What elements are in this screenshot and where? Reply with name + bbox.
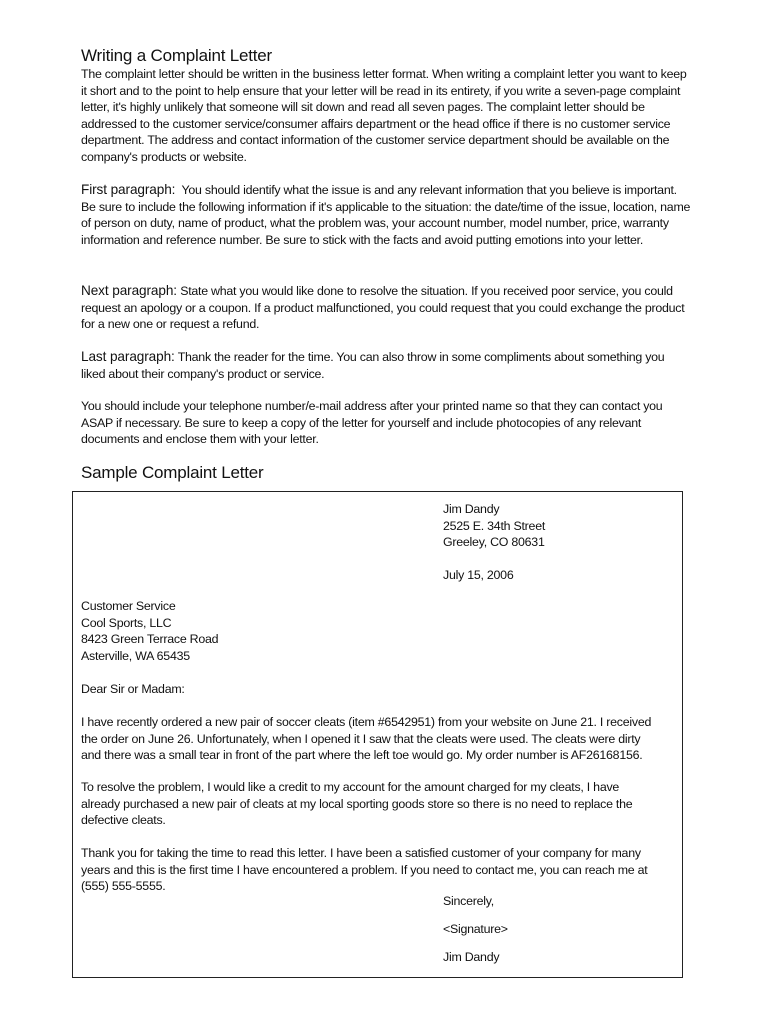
sample-title: Sample Complaint Letter	[81, 463, 264, 482]
signed-name: Jim Dandy	[443, 950, 500, 964]
body-line: the order on June 26. Unfortunately, when I opened it I saw that the cleats were used. The cleats were dirty	[81, 731, 641, 746]
last-paragraph-text: Thank the reader for the time. You can also throw in some compliments about something you liked about their company's product or service.	[81, 350, 665, 381]
next-paragraph-text: State what you would like done to resolve the situation. If you received poor service, you could request an apology or a coupon. If a product malfunctioned, you could request that you could exchange the product for a new one or request a refund.	[81, 284, 685, 332]
body-line: defective cleats.	[81, 813, 166, 828]
guide-title: Writing a Complaint Letter	[81, 46, 273, 65]
recipient-address	[81, 598, 218, 664]
body-line: and there was a small tear in front of the part where the left toe would go. My order number is AF26168156.	[81, 748, 643, 763]
letter-date: July 15, 2006	[443, 568, 514, 582]
salutation: Dear Sir or Madam:	[81, 682, 185, 696]
next-paragraph-label: Next paragraph:	[81, 283, 177, 298]
sender-name: Jim Dandy	[443, 502, 500, 516]
body-line: years and this is the first time I have encountered a problem. If you need to contact me, you can reach me at	[81, 862, 648, 877]
last-paragraph-label: Last paragraph:	[81, 349, 175, 364]
recipient-city: Asterville, WA 65435	[81, 648, 190, 663]
body-line: (555) 555-5555.	[81, 879, 166, 894]
sender-address	[443, 501, 545, 551]
sender-city: Greeley, CO 80631	[443, 535, 545, 550]
first-paragraph-text: You should identify what the issue is and any relevant information that you believe is important. Be sure to include the following information if it's applicable to the situation: the date/time of the issue, location, name of person on duty, name of product, what the problem was, your account number, model number, price, warranty information and reference number. Be sure to stick with the facts and avoid putting emotions into your letter.	[81, 183, 691, 247]
body-line: already purchased a new pair of cleats at my local sporting goods store so there is no need to replace the	[81, 796, 633, 811]
last-paragraph-guidance	[81, 349, 691, 382]
first-paragraph-guidance	[81, 182, 691, 248]
contact-guidance: You should include your telephone number/e-mail address after your printed name so that they can contact you ASAP if necessary. Be sure to keep a copy of the letter for yourself and include photocopies of any relevant documents and enclose them with your letter.	[81, 399, 663, 447]
next-paragraph-guidance	[81, 283, 691, 333]
intro-paragraph: The complaint letter should be written in the business letter format. When writing a complaint letter you want to keep it short and to the point to help ensure that your letter will be read in its entirety, if you write a seven-page complaint letter, it's highly unlikely that someone will sit down and read all seven pages. The complaint letter should be addressed to the customer service/consumer affairs department or the head office if there is no customer service department. The address and contact information of the customer service department should be available on the company's products or website.	[81, 67, 687, 164]
letter-body-issue	[81, 714, 685, 764]
letter-body-resolution	[81, 779, 681, 829]
recipient-street: 8423 Green Terrace Road	[81, 632, 219, 647]
sender-street: 2525 E. 34th Street	[443, 518, 546, 533]
letter-closing: Sincerely,	[443, 894, 494, 908]
letter-body-thanks	[81, 845, 681, 895]
body-line: Thank you for taking the time to read this letter. I have been a satisfied customer of your company for many	[81, 846, 641, 860]
recipient-company: Cool Sports, LLC	[81, 615, 172, 630]
body-line: To resolve the problem, I would like a credit to my account for the amount charged for my cleats, I have	[81, 780, 620, 794]
signature-placeholder: <Signature>	[443, 922, 508, 936]
first-paragraph-label: First paragraph:	[81, 182, 176, 197]
recipient-dept: Customer Service	[81, 599, 176, 613]
body-line: I have recently ordered a new pair of soccer cleats (item #6542951) from your website on June 21. I received	[81, 715, 652, 729]
